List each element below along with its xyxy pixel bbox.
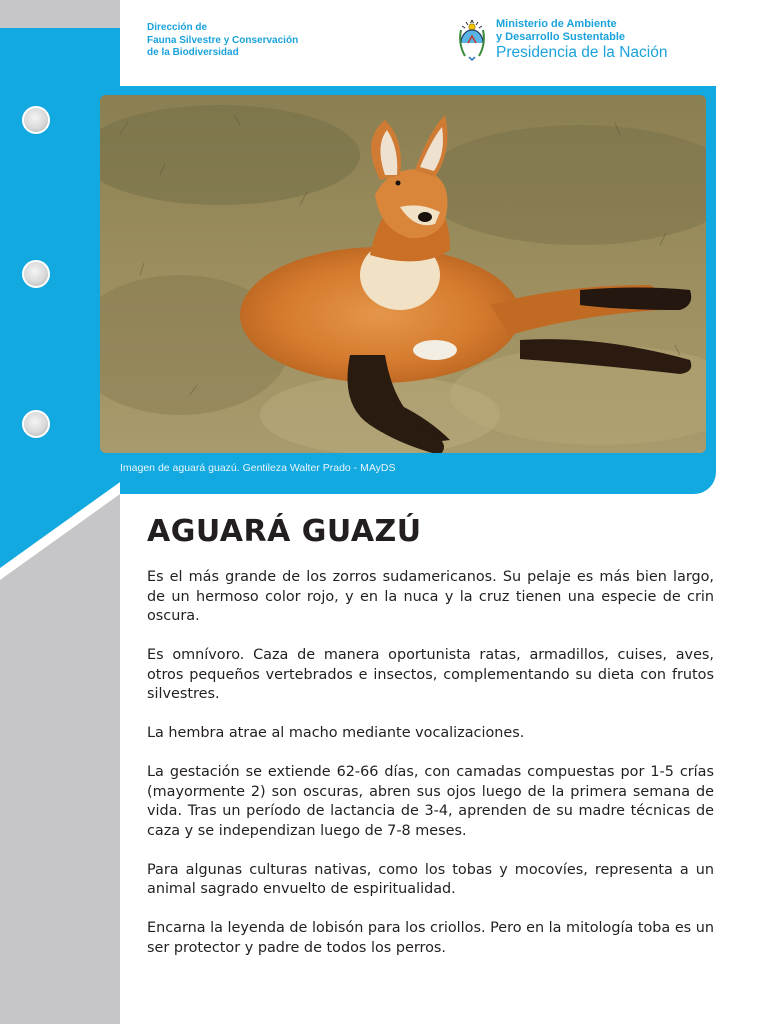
paragraph: Es el más grande de los zorros sudamericanos. Su pelaje es más bien largo, de un hermoso color rojo, y en la nuca y la cruz tienen una especie de crin oscura. <box>147 569 714 624</box>
paragraph: Encarna la leyenda de lobisón para los criollos. Pero en la mitología toba es un ser protector y padre de todos los perros. <box>147 920 714 956</box>
paragraph: Para algunas culturas nativas, como los tobas y mocovíes, representa a un animal sagrado envuelto de espiritualidad. <box>147 861 714 897</box>
paragraph: La gestación se extiende 62-66 días, con camadas compuestas por 1-5 crías (mayormente 2) son oscuras, abren sus ojos luego de la primera semana de vida. Tras un período de lactancia de 3-4, aprenden de su madre técnicas de caza y se independizan luego de 7-8 meses. <box>147 764 714 839</box>
page-title: AGUARÁ GUAZÚ <box>147 514 422 549</box>
binder-hole-icon <box>22 410 50 438</box>
paragraph: La hembra atrae al macho mediante vocalizaciones. <box>147 725 525 741</box>
paragraph: Es omnívoro. Caza de manera oportunista ratas, armadillos, cuises, aves, otros pequeños vertebrados e insectos, complementando su dieta con frutos silvestres. <box>147 647 714 702</box>
binder-hole-icon <box>22 106 50 134</box>
argentina-coat-of-arms-icon <box>456 18 488 62</box>
presidency-label: Presidencia de la Nación <box>496 44 668 61</box>
article-body <box>147 568 714 978</box>
org-right-block <box>456 18 667 62</box>
org-left-block <box>147 22 298 60</box>
photo-caption: Imagen de aguará guazú. Gentileza Walter Prado - MAyDS <box>120 462 396 474</box>
ministry-line2: y Desarrollo Sustentable <box>496 31 625 43</box>
org-left-line: de la Biodiversidad <box>147 47 239 58</box>
aguara-guazu-photo <box>100 95 706 453</box>
diagonal-wedge <box>0 480 130 590</box>
maned-wolf-image <box>100 95 706 453</box>
org-left-line: Dirección de <box>147 22 208 33</box>
org-left-line: Fauna Silvestre y Conservación <box>147 34 299 46</box>
binder-hole-icon <box>22 260 50 288</box>
ministry-line1: Ministerio de Ambiente <box>496 18 617 30</box>
